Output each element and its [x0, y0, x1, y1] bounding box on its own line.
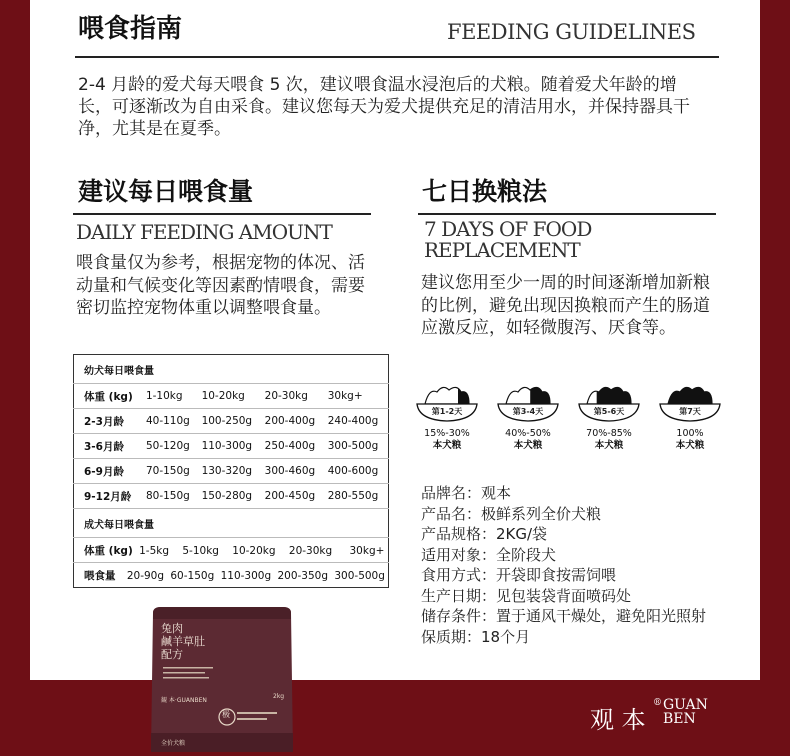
table-row [74, 484, 389, 509]
product-info-brand: 品牌名：观本 [421, 484, 512, 502]
feeding-table [73, 354, 389, 588]
product-info-date: 生产日期：见包装袋背面喷码处 [421, 586, 632, 605]
bag-name-line: 兔肉 [161, 622, 183, 635]
table-cell: 20-90g [126, 569, 165, 582]
product-info [421, 483, 706, 647]
bag-series-mark: 极 [222, 710, 230, 719]
product-info-storage: 储存条件：置于通风干燥处，避免阳光照射 [421, 607, 707, 625]
table-cell: 110-300g [220, 569, 272, 582]
table-cell: 300-500g [325, 434, 389, 459]
feeding-guide-text: 2-4 月龄的爱犬每天喂食 5 次，建议喂食温水浸泡后的犬粮。随着爱犬年龄的增长，可逐渐改为自由采食。建议您每天为爱犬提供充足的清洁用水，并保持器具干净，尤其是在夏季。 [78, 75, 690, 139]
table-cell: 10-20kg [232, 544, 276, 557]
table-row [74, 459, 389, 484]
table-cell: 280-550g [325, 484, 389, 509]
brand-mark: ® [653, 698, 662, 708]
brand-en-1: GUAN [663, 697, 708, 713]
row-label: 9-12月龄 [74, 484, 143, 509]
table-cell: 130-320g [199, 459, 262, 484]
table-row [74, 434, 389, 459]
table-cell: 40-110g [143, 409, 199, 434]
food-bowl-icon [496, 384, 560, 424]
table-cell: 1-5kg [139, 544, 170, 557]
table-cell: 80-150g [143, 484, 199, 509]
daily-amount-text: 喂食量仅为参考，根据宠物的体况、活动量和气候变化等因素酌情喂食，需要密切监控宠物体重以调整喂食量。 [76, 253, 365, 318]
step-percent: 15%-30% [424, 428, 470, 439]
brand-en-2: BEN [663, 711, 696, 727]
replacement-step [577, 384, 641, 452]
row-label: 2-3月龄 [74, 409, 143, 434]
bag-brand: 観 本·GUANBEN [161, 697, 207, 704]
replacement-title-en-1: 7 DAYS OF FOOD [424, 217, 592, 241]
row-label: 6-9月龄 [74, 459, 143, 484]
table-cell: 400-600g [325, 459, 389, 484]
table-cell: 10-20kg [199, 384, 262, 409]
daily-amount-title-en: DAILY FEEDING AMOUNT [76, 220, 332, 244]
replacement-step [658, 384, 722, 452]
brand-cn: 观 本 [590, 706, 646, 734]
table-cell: 30kg+ [325, 384, 389, 409]
table-row [74, 538, 389, 563]
table-cell: 240-400g [325, 409, 389, 434]
puppy-table-heading: 幼犬每日喂食量 [74, 355, 389, 384]
table-cell: 200-450g [262, 484, 325, 509]
step-percent: 70%-85% [586, 428, 632, 439]
table-cell: 5-10kg [182, 544, 219, 557]
table-cell: 200-350g [277, 569, 329, 582]
product-info-spec: 产品规格：2KG/袋 [421, 525, 548, 543]
table-cell: 70-150g [143, 459, 199, 484]
food-bowl-icon [577, 384, 641, 424]
product-bag-image [147, 605, 297, 752]
step-day: 第7天 [679, 407, 701, 416]
row-label: 体重 (kg) [84, 544, 133, 557]
replacement-title-en-2: REPLACEMENT [424, 238, 580, 262]
replacement-step [496, 384, 560, 452]
feeding-guide-title: 喂食指南 [78, 14, 183, 44]
bag-bottom-label: 全价犬粮 [161, 740, 186, 747]
table-cell: 20-30kg [288, 544, 333, 557]
step-day: 第3-4天 [512, 407, 544, 416]
table-row [74, 563, 389, 588]
table-row [74, 409, 389, 434]
food-bowl-icon [415, 384, 479, 424]
table-cell: 200-400g [262, 409, 325, 434]
bag-weight: 2kg [273, 693, 285, 700]
divider [73, 213, 371, 215]
table-cell: 300-460g [262, 459, 325, 484]
step-food: 本犬粮 [432, 440, 462, 451]
bag-name-line: 鹹羊草肚 [161, 635, 205, 648]
row-label: 3-6月龄 [74, 434, 143, 459]
table-cell: 60-150g [170, 569, 215, 582]
food-bowl-icon [658, 384, 722, 424]
row-label: 喂食量 [84, 569, 116, 582]
step-percent: 100% [676, 428, 704, 439]
replacement-step [415, 384, 479, 452]
product-info-usage: 食用方式：开袋即食按需饲喂 [421, 566, 617, 584]
table-cell: 20-30kg [262, 384, 325, 409]
divider [75, 56, 719, 58]
replacement-text: 建议您用至少一周的时间逐渐增加新粮的比例，避免出现因换粮而产生的肠道应激反应，如轻微腹泻、厌食等。 [421, 273, 710, 338]
step-day: 第1-2天 [431, 407, 463, 416]
daily-amount-title: 建议每日喂食量 [78, 177, 254, 206]
step-day: 第5-6天 [593, 407, 625, 416]
table-cell: 100-250g [199, 409, 262, 434]
table-cell: 150-280g [199, 484, 262, 509]
table-cell: 250-400g [262, 434, 325, 459]
step-food: 本犬粮 [594, 440, 624, 451]
adult-table-heading: 成犬每日喂食量 [74, 509, 389, 538]
table-cell: 300-500g [334, 569, 385, 582]
divider [418, 213, 716, 215]
step-percent: 40%-50% [505, 428, 551, 439]
feeding-guide-title-en: FEEDING GUIDELINES [447, 20, 696, 44]
table-cell: 30kg+ [349, 544, 385, 557]
product-info-shelf-life: 保质期：18个月 [421, 627, 531, 646]
bag-name-line: 配方 [161, 648, 183, 661]
table-cell: 50-120g [143, 434, 199, 459]
step-food: 本犬粮 [513, 440, 543, 451]
step-food: 本犬粮 [675, 440, 705, 451]
table-cell: 1-10kg [143, 384, 199, 409]
replacement-title: 七日换粮法 [422, 177, 548, 206]
product-info-name: 产品名：极鲜系列全价犬粮 [421, 504, 602, 523]
table-row [74, 384, 389, 409]
row-label: 体重 (kg) [74, 384, 143, 409]
product-info-target: 适用对象：全阶段犬 [421, 545, 557, 564]
table-cell: 110-300g [199, 434, 262, 459]
